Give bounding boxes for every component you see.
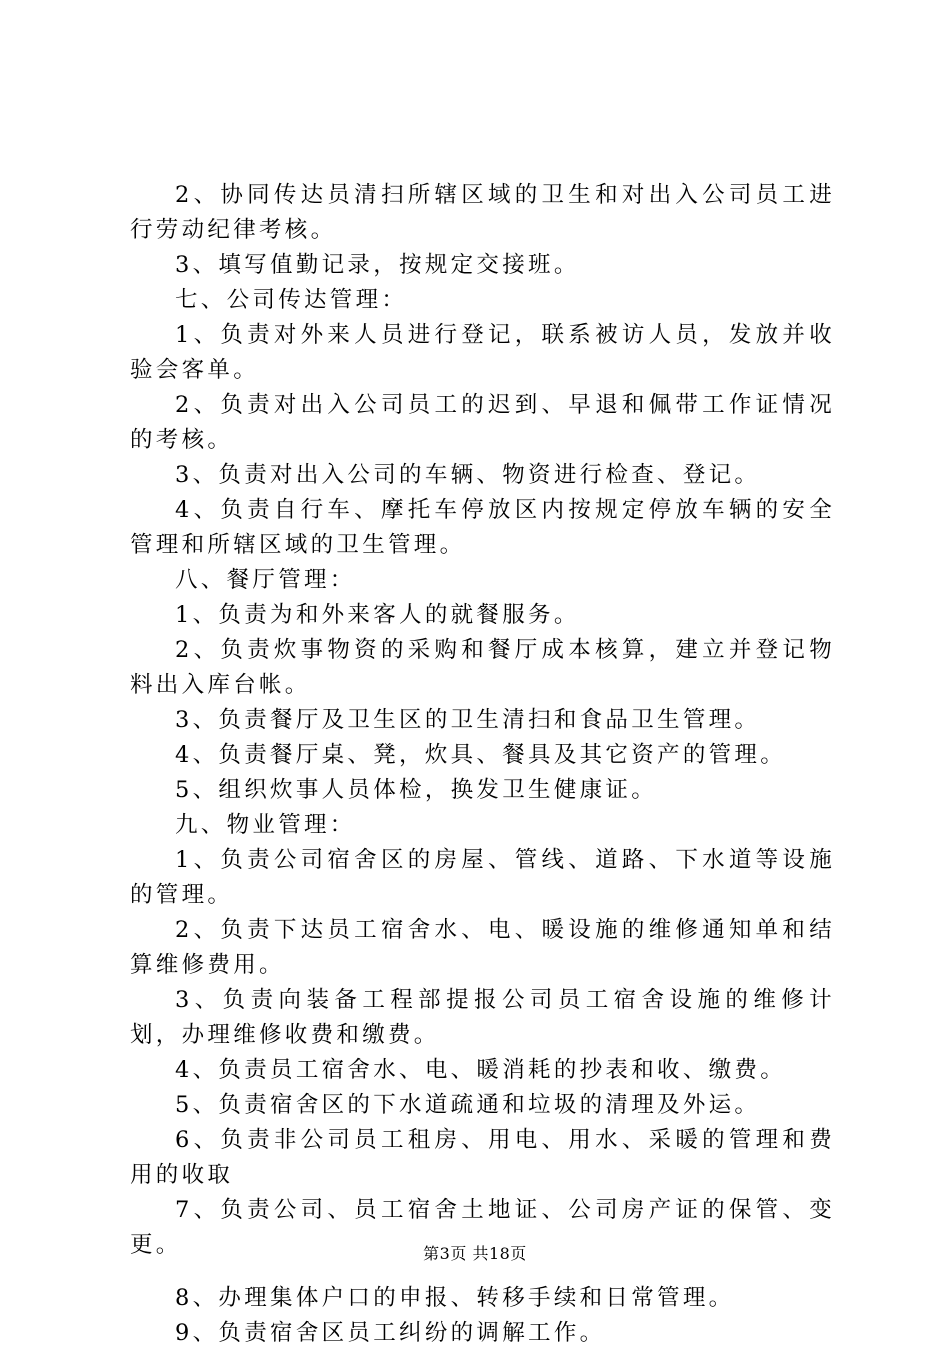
paragraph: 7、负责公司、员工宿舍土地证、公司房产证的保管、变更。 (130, 1197, 835, 1258)
paragraph: 1、负责为和外来客人的就餐服务。 (175, 602, 580, 628)
document-body (130, 178, 835, 1351)
paragraph: 3、负责餐厅及卫生区的卫生清扫和食品卫生管理。 (175, 707, 761, 733)
paragraph: 8、办理集体户口的申报、转移手续和日常管理。 (175, 1285, 735, 1311)
section-heading: 九、物业管理： (175, 812, 356, 838)
paragraph: 2、负责炊事物资的采购和餐厅成本核算，建立并登记物料出入库台帐。 (130, 637, 835, 698)
paragraph: 2、负责对出入公司员工的迟到、早退和佩带工作证情况的考核。 (130, 392, 835, 453)
paragraph: 2、负责下达员工宿舍水、电、暖设施的维修通知单和结算维修费用。 (130, 917, 835, 978)
paragraph: 3、负责向装备工程部提报公司员工宿舍设施的维修计划，办理维修收费和缴费。 (130, 987, 835, 1048)
section-heading: 八、餐厅管理： (175, 567, 356, 593)
paragraph: 4、负责餐厅桌、凳，炊具、餐具及其它资产的管理。 (175, 742, 787, 768)
paragraph: 4、负责自行车、摩托车停放区内按规定停放车辆的安全管理和所辖区域的卫生管理。 (130, 497, 835, 558)
paragraph: 1、负责公司宿舍区的房屋、管线、道路、下水道等设施的管理。 (130, 847, 835, 908)
section-heading: 七、公司传达管理： (175, 287, 408, 313)
paragraph: 3、负责对出入公司的车辆、物资进行检查、登记。 (175, 462, 761, 488)
paragraph: 5、组织炊事人员体检，换发卫生健康证。 (175, 777, 658, 803)
paragraph: 9、负责宿舍区员工纠纷的调解工作。 (175, 1320, 606, 1346)
paragraph: 4、负责员工宿舍水、电、暖消耗的抄表和收、缴费。 (175, 1057, 787, 1083)
paragraph: 3、填写值勤记录，按规定交接班。 (175, 252, 580, 278)
paragraph: 2、协同传达员清扫所辖区域的卫生和对出入公司员工进行劳动纪律考核。 (130, 182, 835, 243)
paragraph: 1、负责对外来人员进行登记，联系被访人员，发放并收验会客单。 (130, 322, 835, 383)
paragraph: 6、负责非公司员工租房、用电、用水、采暖的管理和费用的收取 (130, 1127, 835, 1188)
paragraph: 5、负责宿舍区的下水道疏通和垃圾的清理及外运。 (175, 1092, 761, 1118)
page-number: 第3页 共18页 (423, 1244, 527, 1263)
